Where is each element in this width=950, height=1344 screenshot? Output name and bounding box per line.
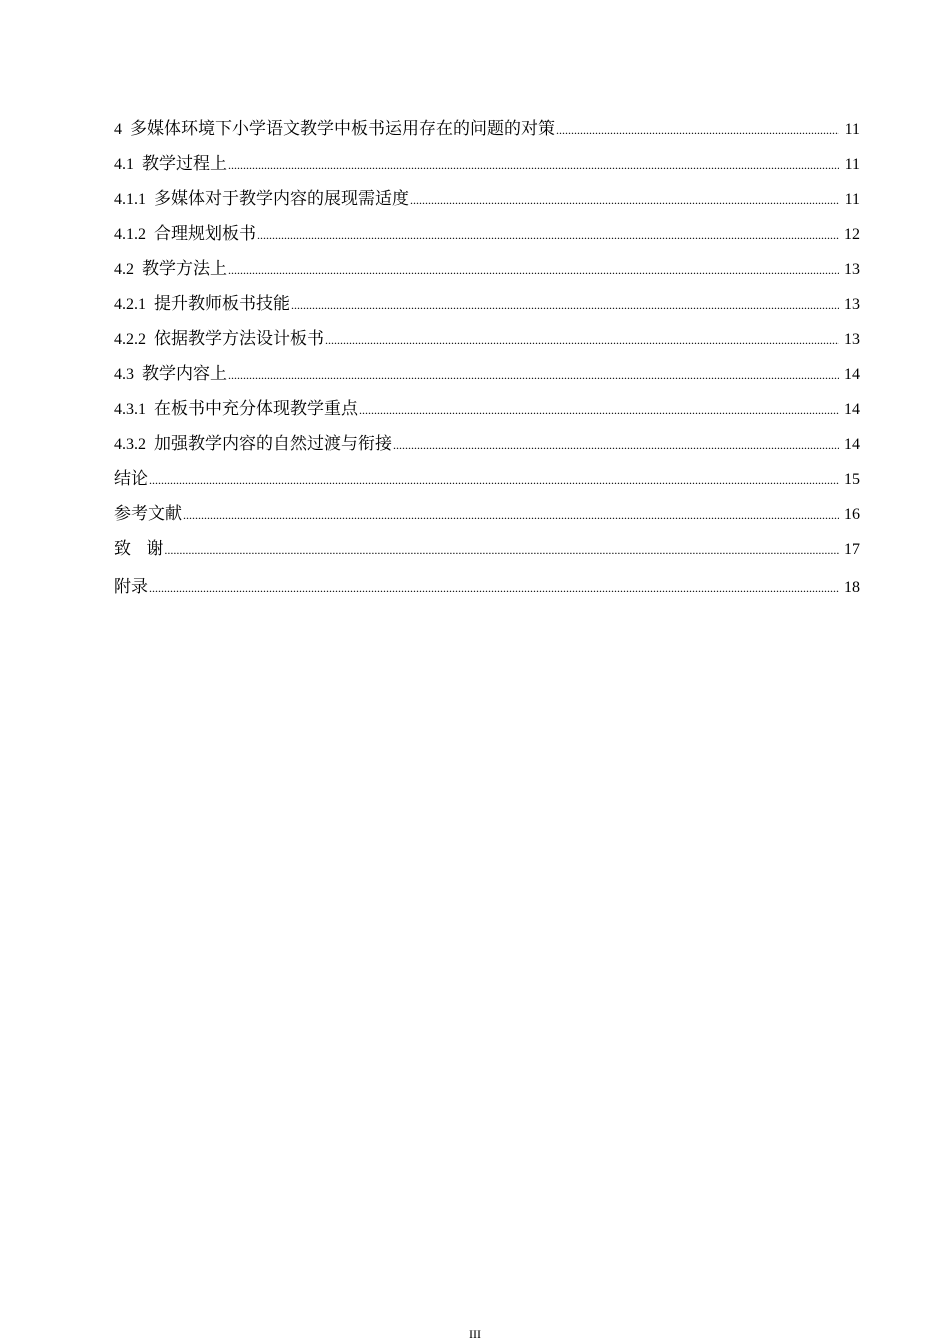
- toc-entry-title: 在板书中充分体现教学重点: [154, 399, 358, 419]
- toc-entry-page: 15: [844, 471, 860, 488]
- toc-entry-title: 教学内容上: [142, 364, 227, 384]
- toc-dot-leader: [291, 288, 839, 322]
- toc-entry-title: 合理规划板书: [154, 224, 256, 244]
- toc-entry-references[interactable]: [114, 497, 860, 532]
- toc-entry-4-1-1[interactable]: [114, 182, 860, 217]
- toc-entry-4[interactable]: [114, 112, 860, 147]
- toc-dot-leader: [556, 113, 839, 147]
- toc-entry-number: 4.1.2: [114, 226, 146, 243]
- toc-entry-4-2[interactable]: [114, 252, 860, 287]
- table-of-contents: [114, 112, 860, 605]
- toc-entry-4-2-1[interactable]: [114, 287, 860, 322]
- toc-entry-conclusion[interactable]: [114, 462, 860, 497]
- toc-entry-page: 11: [844, 156, 860, 173]
- toc-entry-acknowledgements[interactable]: [114, 532, 860, 567]
- toc-entry-page: 11: [844, 191, 860, 208]
- toc-entry-number: 4.1.1: [114, 191, 146, 208]
- toc-entry-number: 4.2.1: [114, 296, 146, 313]
- toc-dot-leader: [257, 218, 839, 252]
- toc-entry-title: 参考文献: [114, 504, 182, 524]
- toc-entry-page: 11: [844, 121, 860, 138]
- toc-entry-number: 4.3.2: [114, 436, 146, 453]
- toc-entry-4-1-2[interactable]: [114, 217, 860, 252]
- toc-dot-leader: [164, 533, 839, 567]
- toc-entry-number: 4: [114, 121, 122, 138]
- toc-entry-title: 教学过程上: [142, 154, 227, 174]
- toc-entry-page: 17: [844, 541, 860, 558]
- toc-entry-page: 13: [844, 296, 860, 313]
- toc-entry-4-2-2[interactable]: [114, 322, 860, 357]
- toc-entry-title: 附录: [114, 577, 148, 597]
- toc-dot-leader: [228, 253, 839, 287]
- toc-entry-title: 致 谢: [114, 539, 164, 559]
- toc-entry-title: 依据教学方法设计板书: [154, 329, 324, 349]
- toc-dot-leader: [393, 428, 839, 462]
- toc-entry-appendix[interactable]: [114, 570, 860, 605]
- toc-entry-number: 4.1: [114, 156, 134, 173]
- toc-entry-number: 4.2: [114, 261, 134, 278]
- toc-entry-title: 加强教学内容的自然过渡与衔接: [154, 434, 392, 454]
- toc-entry-4-3-1[interactable]: [114, 392, 860, 427]
- toc-entry-4-3-2[interactable]: [114, 427, 860, 462]
- toc-dot-leader: [228, 148, 839, 182]
- toc-entry-page: 18: [844, 579, 860, 596]
- toc-entry-number: 4.3: [114, 366, 134, 383]
- toc-entry-4-1[interactable]: [114, 147, 860, 182]
- toc-dot-leader: [325, 323, 839, 357]
- toc-entry-page: 13: [844, 331, 860, 348]
- toc-dot-leader: [149, 463, 839, 497]
- toc-entry-title: 结论: [114, 469, 148, 489]
- toc-dot-leader: [359, 393, 839, 427]
- toc-dot-leader: [149, 571, 839, 605]
- toc-dot-leader: [410, 183, 839, 217]
- toc-entry-title: 多媒体对于教学内容的展现需适度: [154, 189, 409, 209]
- toc-entry-page: 14: [844, 401, 860, 418]
- toc-entry-title: 提升教师板书技能: [154, 294, 290, 314]
- toc-entry-title: 教学方法上: [142, 259, 227, 279]
- toc-entry-page: 14: [844, 366, 860, 383]
- toc-entry-page: 16: [844, 506, 860, 523]
- toc-entry-page: 14: [844, 436, 860, 453]
- toc-entry-page: 12: [844, 226, 860, 243]
- toc-dot-leader: [183, 498, 839, 532]
- toc-entry-number: 4.2.2: [114, 331, 146, 348]
- toc-entry-title: 多媒体环境下小学语文教学中板书运用存在的问题的对策: [130, 119, 555, 139]
- toc-entry-page: 13: [844, 261, 860, 278]
- page-number: III: [469, 1327, 481, 1341]
- toc-entry-4-3[interactable]: [114, 357, 860, 392]
- toc-dot-leader: [228, 358, 839, 392]
- toc-entry-number: 4.3.1: [114, 401, 146, 418]
